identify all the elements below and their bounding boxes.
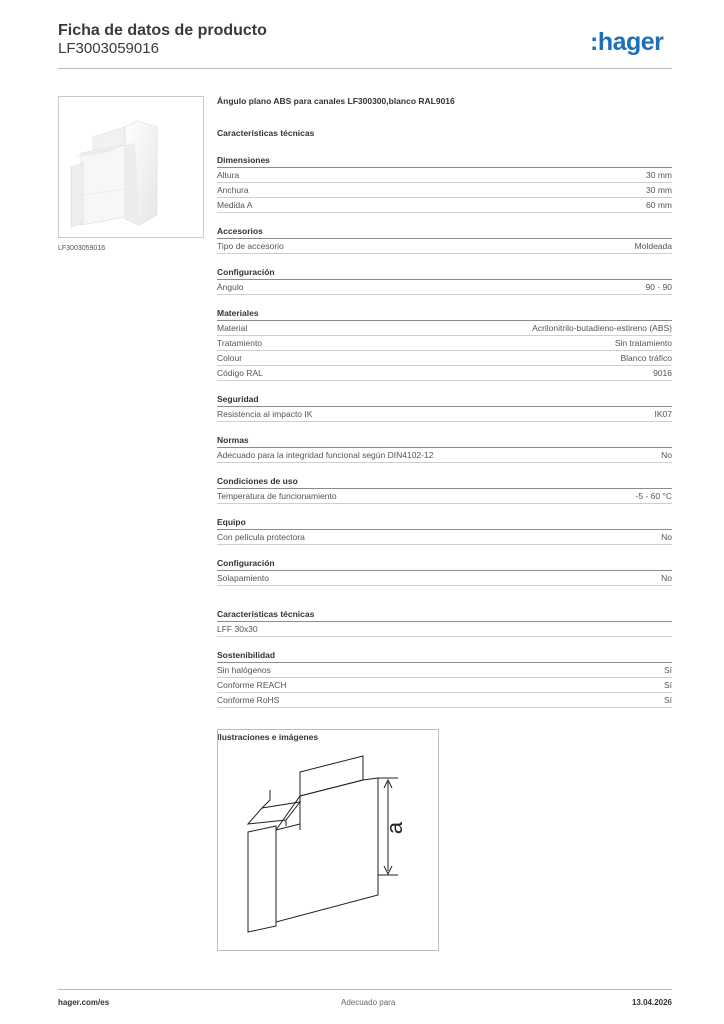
spec-row <box>217 678 672 693</box>
section-title: Condiciones de uso <box>217 474 672 489</box>
spec-label: Tipo de accesorio <box>217 241 284 251</box>
footer-note: Adecuado para <box>341 998 396 1007</box>
product-code: LF3003059016 <box>58 40 159 57</box>
spec-row <box>217 530 672 545</box>
spec-section <box>217 607 672 637</box>
spec-value: Sí <box>663 695 672 705</box>
spec-sections <box>217 153 672 586</box>
spec-row <box>217 336 672 351</box>
spec-section <box>217 224 672 254</box>
section-title: Dimensiones <box>217 153 672 168</box>
spec-value: -5 - 60 °C <box>635 491 672 501</box>
spec-row <box>217 448 672 463</box>
spec-label: Temperatura de funcionamiento <box>217 491 337 501</box>
spec-row <box>217 571 672 586</box>
dimension-drawing <box>217 729 439 951</box>
characteristics-heading: Características técnicas <box>217 128 315 138</box>
header-divider <box>58 68 672 69</box>
section-title: Características técnicas <box>217 607 672 622</box>
spec-value: Moldeada <box>634 241 672 251</box>
spec-label: Medida A <box>217 200 253 210</box>
footer-website: hager.com/es <box>58 998 110 1007</box>
spec-label: Adecuado para la integridad funcional según DIN4102-12 <box>217 450 434 460</box>
spec-value: 90 - 90 <box>645 282 672 292</box>
spec-value: IK07 <box>654 409 672 419</box>
spec-label: Anchura <box>217 185 249 195</box>
spec-value: 30 mm <box>646 185 672 195</box>
section-title: Configuración <box>217 556 672 571</box>
spec-label: Ángulo <box>217 282 244 292</box>
spec-section <box>217 306 672 381</box>
image-caption: LF3003059016 <box>58 245 106 252</box>
spec-section <box>217 515 672 545</box>
section-title: Materiales <box>217 306 672 321</box>
spec-row <box>217 168 672 183</box>
spec-row <box>217 622 672 637</box>
spec-section <box>217 474 672 504</box>
spec-sections-secondary <box>217 607 672 708</box>
section-title: Equipo <box>217 515 672 530</box>
spec-row <box>217 489 672 504</box>
spec-section <box>217 265 672 295</box>
spec-row <box>217 663 672 678</box>
spec-section <box>217 433 672 463</box>
spec-row <box>217 366 672 381</box>
section-title: Seguridad <box>217 392 672 407</box>
section-title: Configuración <box>217 265 672 280</box>
spec-label: Colour <box>217 353 243 363</box>
spec-value: Blanco tráfico <box>620 353 672 363</box>
section-title: Sostenibilidad <box>217 648 672 663</box>
spec-row <box>217 693 672 708</box>
spec-row <box>217 351 672 366</box>
spec-section <box>217 153 672 213</box>
spec-section <box>217 556 672 586</box>
spec-label: Material <box>217 323 248 333</box>
spec-row <box>217 321 672 336</box>
technical-drawing <box>218 730 438 950</box>
spec-label: Conforme REACH <box>217 680 287 690</box>
spec-label: Código RAL <box>217 368 263 378</box>
footer-divider <box>58 989 672 990</box>
spec-row <box>217 239 672 254</box>
spec-value: 9016 <box>653 368 672 378</box>
spec-value: Acrilonitrilo-butadieno-estireno (ABS) <box>532 323 672 333</box>
spec-value: Sí <box>663 680 672 690</box>
section-title: Accesorios <box>217 224 672 239</box>
section-title: Normas <box>217 433 672 448</box>
spec-value: 30 mm <box>646 170 672 180</box>
spec-label: Tratamiento <box>217 338 263 348</box>
spec-value: Sin tratamiento <box>614 338 672 348</box>
spec-row <box>217 198 672 213</box>
spec-section <box>217 392 672 422</box>
spec-label: Resistencia al impacto IK <box>217 409 313 419</box>
hager-logo: :hager <box>590 28 664 56</box>
spec-label: Con película protectora <box>217 532 305 542</box>
spec-label: LFF 30x30 <box>217 624 258 634</box>
spec-value: Sí <box>663 665 672 675</box>
illustrations-heading: Ilustraciones e imágenes <box>217 732 319 742</box>
spec-row <box>217 280 672 295</box>
spec-value: No <box>661 573 672 583</box>
product-image <box>58 96 204 238</box>
spec-row <box>217 407 672 422</box>
spec-value: No <box>661 532 672 542</box>
spec-value: No <box>661 450 672 460</box>
angle-fitting-illustration <box>59 97 203 237</box>
dimension-label-a: a <box>382 821 407 835</box>
footer-date: 13.04.2026 <box>631 998 672 1007</box>
spec-value: 60 mm <box>646 200 672 210</box>
product-specs <box>217 96 672 746</box>
spec-label: Altura <box>217 170 240 180</box>
spec-section <box>217 648 672 708</box>
product-description: Ángulo plano ABS para canales LF300300,blanco RAL9016 <box>217 96 455 106</box>
spec-label: Conforme RoHS <box>217 695 280 705</box>
page-title: Ficha de datos de producto <box>58 22 267 39</box>
spec-row <box>217 183 672 198</box>
spec-label: Solapamiento <box>217 573 269 583</box>
spec-label: Sin halógenos <box>217 665 271 675</box>
